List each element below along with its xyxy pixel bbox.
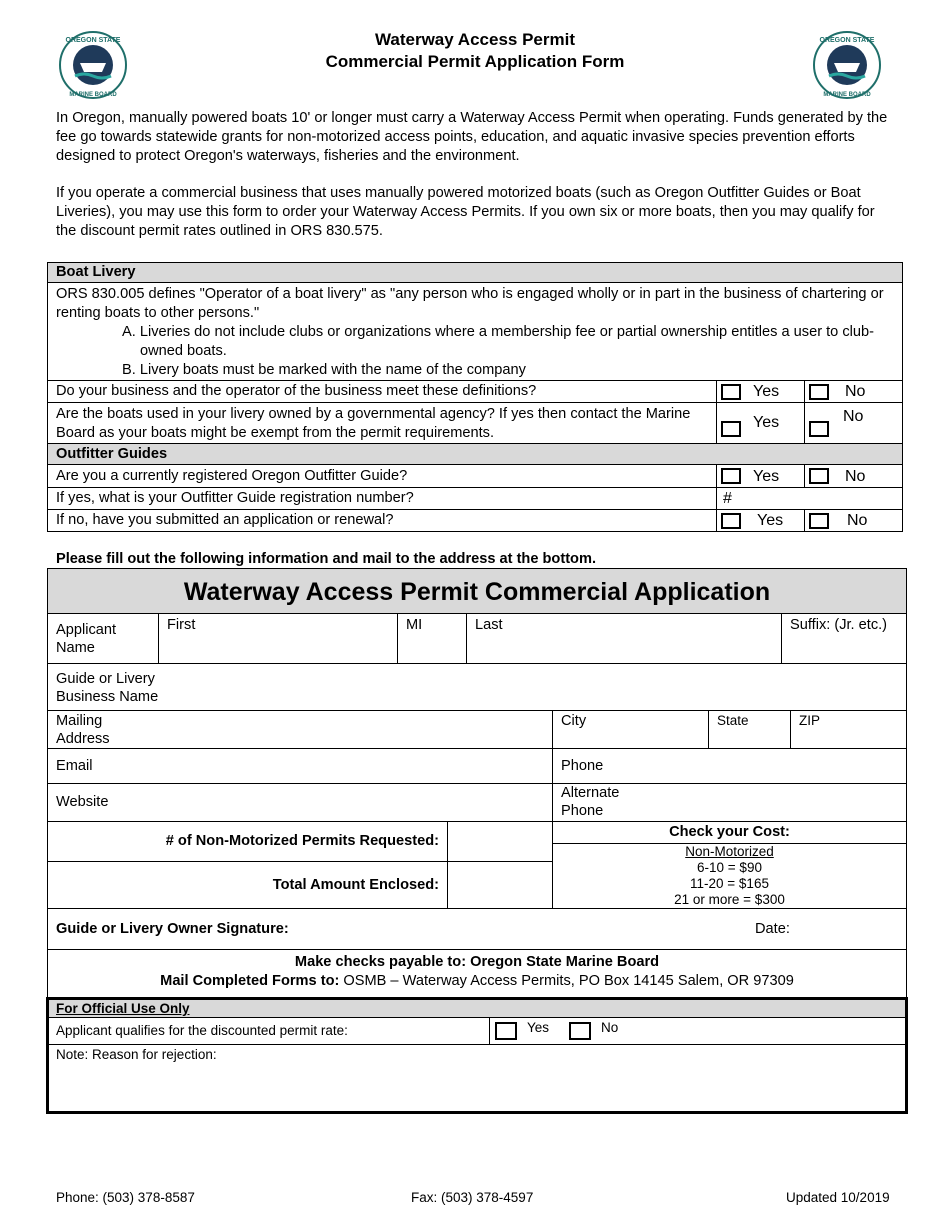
footer-fax: Fax: (503) 378-4597 [411, 1190, 534, 1205]
outfitter-heading: Outfitter Guides [47, 443, 903, 465]
state-label: State [717, 713, 749, 728]
outfitter-q3-yes-label: Yes [757, 512, 784, 529]
cost-rate-3: 21 or more = $300 [674, 892, 785, 907]
mi-label: MI [406, 617, 423, 633]
livery-item-a: A. Liveries do not include clubs or organizations where a membership fee or partial ownership entitles a user to club-owned boats. [122, 324, 874, 359]
page-subtitle: Commercial Permit Application Form [325, 52, 625, 71]
outfitter-q3-yes-checkbox[interactable] [721, 513, 741, 529]
cost-table [552, 843, 907, 909]
application-title: Waterway Access Permit Commercial Application [47, 568, 907, 614]
first-name-label: First [167, 617, 196, 633]
business-name-label: Guide or Livery Business Name [56, 671, 159, 705]
outfitter-q3-yes-cell [716, 509, 805, 532]
outfitter-q1-yes-label: Yes [753, 468, 780, 485]
livery-q2-no-label: No [843, 408, 864, 425]
cost-rate-1: 6-10 = $90 [697, 860, 762, 875]
logo-text-bottom: MARINE BOARD [69, 92, 117, 98]
livery-q2-yes-checkbox[interactable] [721, 421, 741, 437]
mail-label: Mail Completed Forms to: [160, 973, 340, 989]
instruction-text: Please fill out the following information and mail to the address at the bottom. [56, 551, 597, 567]
livery-q2-no-checkbox[interactable] [809, 421, 829, 437]
livery-q2-yes-cell [716, 402, 805, 444]
livery-q1-yes-label: Yes [753, 383, 780, 400]
mailing-address-label: Mailing Address [56, 713, 110, 747]
mail-instructions [47, 949, 907, 1000]
livery-q2-yes-label: Yes [753, 414, 780, 431]
livery-q1-yes-cell [716, 380, 805, 403]
signature-label: Guide or Livery Owner Signature: [56, 921, 289, 937]
outfitter-q1-no-label: No [845, 468, 866, 485]
last-name-field[interactable] [466, 613, 782, 664]
check-cost-heading: Check your Cost: [552, 821, 907, 844]
phone-field[interactable] [552, 748, 907, 784]
outfitter-q1-yes-checkbox[interactable] [721, 468, 741, 484]
middle-initial-field[interactable] [397, 613, 467, 664]
outfitter-question-2: If yes, what is your Outfitter Guide registration number? [47, 487, 717, 510]
cost-heading-non-motorized: Non-Motorized [685, 844, 774, 859]
registration-number-prefix: # [723, 490, 732, 507]
suffix-label: Suffix: (Jr. etc.) [790, 617, 888, 633]
email-field[interactable] [47, 748, 553, 784]
website-field[interactable] [47, 783, 553, 822]
alternate-phone-field[interactable] [552, 783, 907, 822]
email-label: Email [56, 758, 93, 774]
livery-q1-no-checkbox[interactable] [809, 384, 829, 400]
payable-to: Make checks payable to: Oregon State Marine Board [294, 954, 660, 970]
livery-question-1: Do your business and the operator of the business meet these definitions? [47, 380, 717, 403]
last-name-label: Last [475, 617, 503, 633]
official-use-heading: For Official Use Only [49, 1000, 905, 1018]
livery-definition: ORS 830.005 defines "Operator of a boat livery" as "any person who is engaged wholly or in part in the business of chartering or renting boats to other persons." [56, 286, 884, 321]
footer-updated: Updated 10/2019 [786, 1190, 890, 1205]
livery-definition-block [47, 282, 903, 381]
outfitter-q1-no-checkbox[interactable] [809, 468, 829, 484]
livery-q1-no-cell [804, 380, 903, 403]
outfitter-question-3: If no, have you submitted an application or renewal? [47, 509, 717, 532]
official-yes-label: Yes [527, 1020, 550, 1035]
outfitter-q3-no-label: No [847, 512, 868, 529]
suffix-field[interactable] [781, 613, 907, 664]
website-label: Website [56, 794, 109, 810]
official-no-label: No [601, 1020, 619, 1035]
city-label: City [561, 713, 587, 729]
livery-q1-yes-checkbox[interactable] [721, 384, 741, 400]
intro-paragraph-2: If you operate a commercial business that uses manually powered motorized boats (such as Oregon Outfitter Guides or Boat Liveries), you may use this form to order your Waterway Access Permits. If you own six or more boats, then you may qualify for the discount permit rates outlined in ORS 830.575. [56, 185, 875, 239]
outfitter-q1-no-cell [804, 464, 903, 488]
signature-row[interactable] [47, 908, 907, 950]
boat-livery-heading: Boat Livery [47, 262, 903, 283]
livery-q2-no-cell [804, 402, 903, 444]
livery-q1-no-label: No [845, 383, 866, 400]
official-qualifies-label: Applicant qualifies for the discounted permit rate: [56, 1023, 348, 1038]
outfitter-q3-no-cell [804, 509, 903, 532]
cost-rate-2: 11-20 = $165 [690, 876, 769, 891]
permits-requested-label: # of Non-Motorized Permits Requested: [47, 821, 448, 862]
livery-item-b: B. Livery boats must be marked with the name of the company [122, 362, 526, 378]
official-yes-checkbox[interactable] [495, 1022, 517, 1040]
phone-label: Phone [561, 758, 604, 774]
business-name-field[interactable] [47, 663, 907, 711]
city-field[interactable] [552, 710, 709, 749]
official-qualifies-row [49, 1018, 905, 1045]
rejection-note-label: Note: Reason for rejection: [56, 1047, 217, 1062]
logo-text-top: OREGON STATE [65, 37, 121, 44]
outfitter-question-1: Are you a currently registered Oregon Outfitter Guide? [47, 464, 717, 488]
total-enclosed-input[interactable] [447, 861, 553, 909]
outfitter-registration-number-field[interactable] [716, 487, 903, 510]
mailing-address-field[interactable] [47, 710, 553, 749]
footer-phone: Phone: (503) 378-8587 [56, 1190, 195, 1205]
alternate-phone-label: Alternate Phone [561, 785, 620, 819]
state-field[interactable] [708, 710, 791, 749]
mail-address: OSMB – Waterway Access Permits, PO Box 14145 Salem, OR 97309 [343, 973, 794, 989]
date-label: Date: [755, 921, 790, 937]
total-enclosed-label: Total Amount Enclosed: [47, 861, 448, 909]
logo-text-top: OREGON STATE [819, 37, 875, 44]
applicant-name-label: Applicant Name [47, 613, 159, 664]
livery-question-2: Are the boats used in your livery owned by a governmental agency? If yes then contact the Marine Board as your boats might be exempt from the permit requirements. [47, 402, 717, 444]
first-name-field[interactable] [158, 613, 398, 664]
page-title: Waterway Access Permit [374, 30, 575, 49]
permits-requested-input[interactable] [447, 821, 553, 862]
official-no-checkbox[interactable] [569, 1022, 591, 1040]
zip-label: ZIP [799, 713, 821, 728]
logo-text-bottom: MARINE BOARD [823, 92, 871, 98]
outfitter-q1-yes-cell [716, 464, 805, 488]
zip-field[interactable] [790, 710, 907, 749]
intro-paragraph-1: In Oregon, manually powered boats 10' or longer must carry a Waterway Access Permit when operating. Funds generated by the fee go towards statewide grants for non-motorized access points, education, and aquatic invasive species prevention efforts designed to protect Oregon's waterways, fisheries and the environment. [56, 110, 888, 164]
outfitter-q3-no-checkbox[interactable] [809, 513, 829, 529]
